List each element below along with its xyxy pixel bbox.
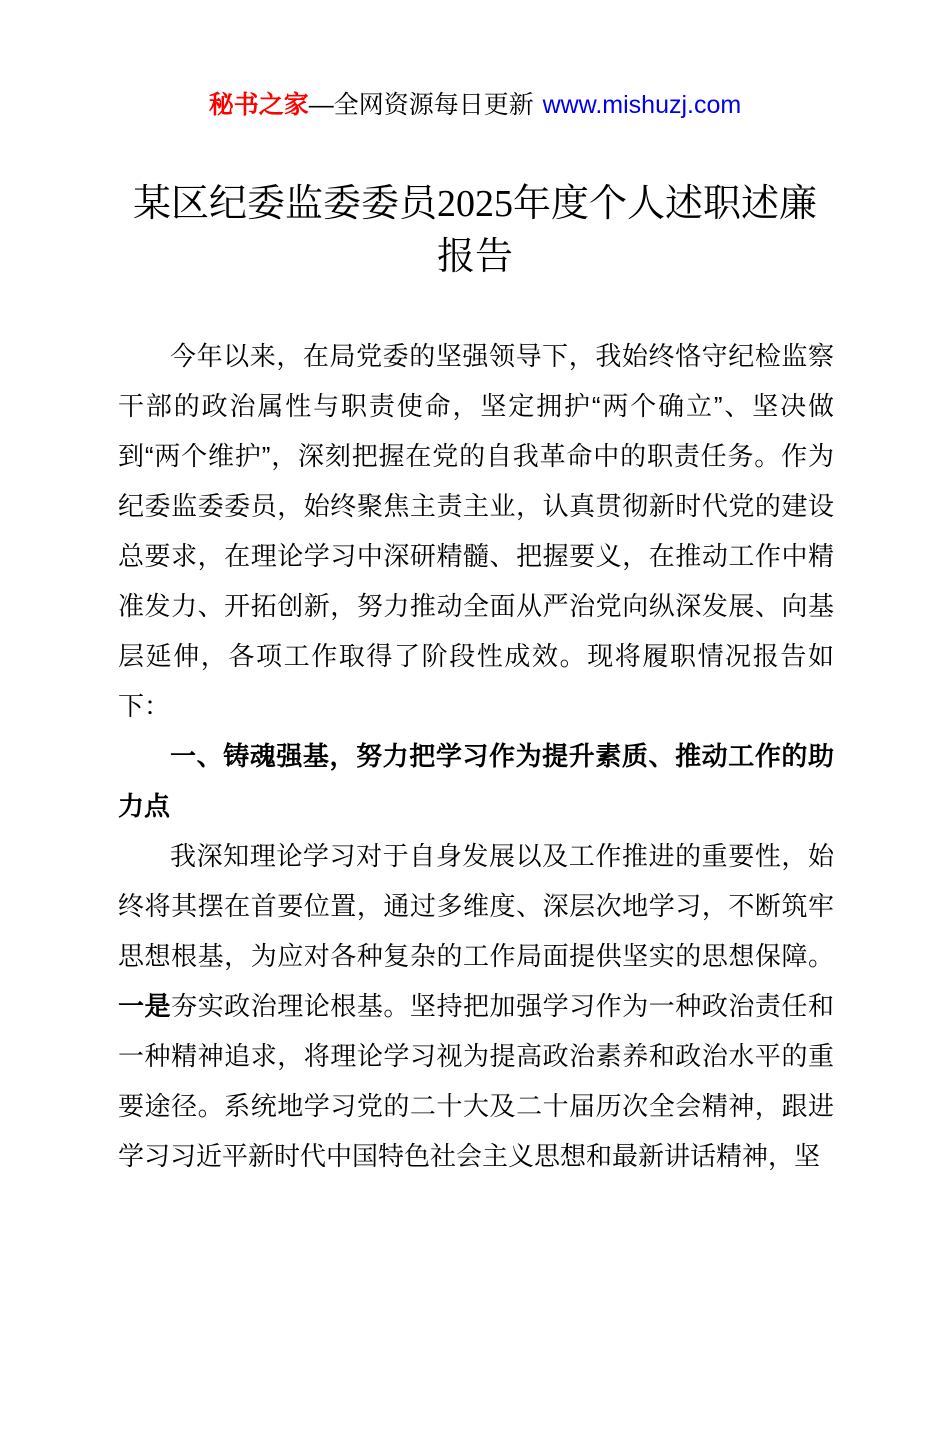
header-separator: — [308, 91, 334, 119]
intro-text: 今年以来，在局党委的坚强领导下，我始终恪守纪检监察干部的政治属性与职责使命，坚定拥护“两个确立”、坚决做到“两个维护”，深刻把握在党的自我革命中的职责任务。作为纪委监委委员，始终聚焦主责主业，认真贯彻新时代党的建设总要求，在理论学习中深研精髓、把握要义，在推动工作中精准发力、开拓创新，努力推动全面从严治党向纵深发展、向基层延伸，各项工作取得了阶段性成效。现将履职情况报告如下： [118, 341, 834, 721]
point1-label: 一是 [118, 991, 172, 1021]
page-header [0, 90, 950, 120]
section1-lead-text: 我深知理论学习对于自身发展以及工作推进的重要性，始终将其摆在首要位置，通过多维度、深层次地学习，不断筑牢思想根基，为应对各种复杂的工作局面提供坚实的思想保障。 [118, 841, 834, 971]
document-page [0, 90, 950, 1434]
brand-name: 秘书之家 [208, 91, 309, 119]
site-link[interactable]: www.mishuzj.com [542, 91, 742, 119]
document-body [118, 331, 834, 1181]
header-tagline: 全网资源每日更新 [333, 91, 534, 119]
paragraph-intro [118, 331, 834, 731]
point1-text: 夯实政治理论根基。坚持把加强学习作为一种政治责任和一种精神追求，将理论学习视为提高政治素养和政治水平的重要途径。系统地学习党的二十大及二十届历次全会精神，跟进学习习近平新时代中国特色社会主义思想和最新讲话精神，坚 [118, 991, 834, 1171]
paragraph-section1 [118, 831, 834, 1181]
document-title: 某区纪委监委委员2025年度个人述职述廉报告 [132, 183, 817, 278]
section-heading-text: 一、铸魂强基，努力把学习作为提升素质、推动工作的助力点 [118, 741, 834, 821]
section-heading [118, 731, 834, 831]
